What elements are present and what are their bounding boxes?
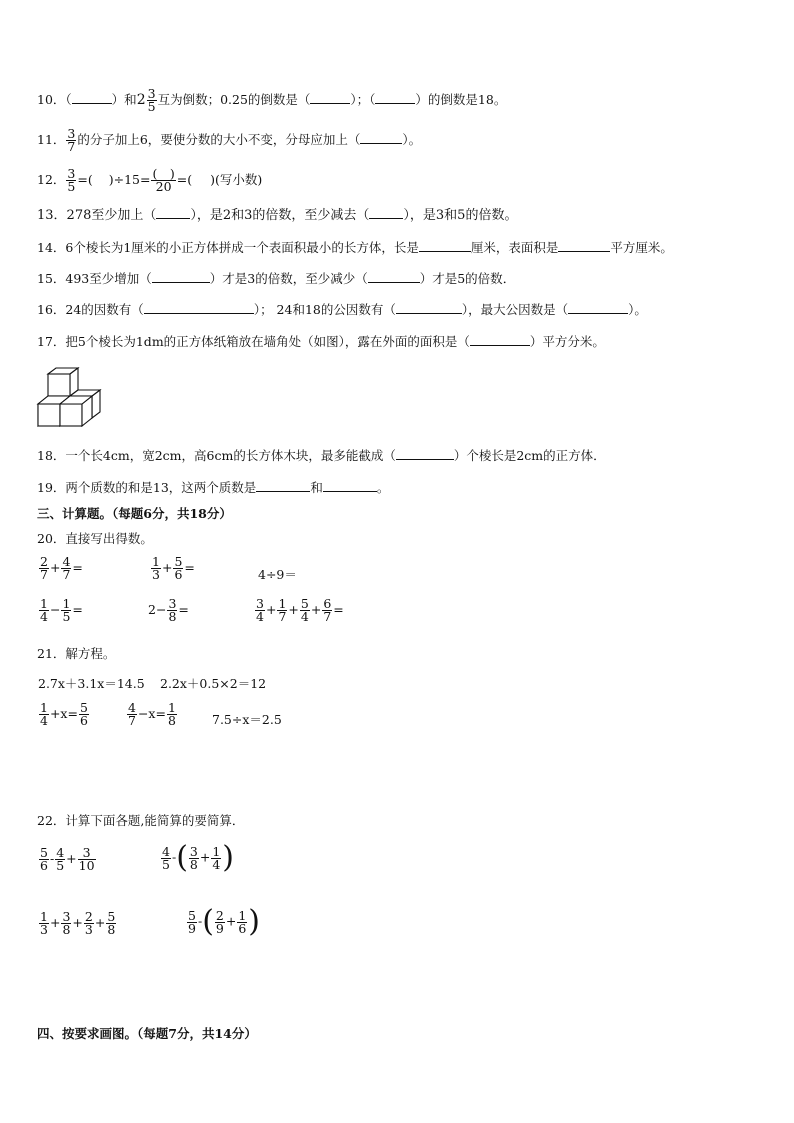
equation-3: $\frac{1}{4}$ +x= $\frac{5}{6}$ (40, 700, 88, 728)
question-18: 18．一个长4cm，宽2cm，高6cm的长方体木块，最多能截成（ ）个棱长是2cm的正方体． (37, 448, 606, 463)
question-11: 11． $\frac{3}{7}$ 的分子加上6，要使分数的大小不变，分母应加上（ ）。 (37, 126, 422, 154)
question-16: 16．24的因数有（ ）； 24和18的公因数有（ ），最大公因数是（ ）。 (37, 302, 647, 317)
fraction: $\frac{3}{7}$ (67, 126, 76, 154)
blank[interactable] (323, 491, 377, 492)
calc-20d: $\frac{1}{4}$ − $\frac{1}{5}$ = (40, 596, 83, 624)
section-4-heading: 四、按要求画图。（每题7分，共14分） (37, 1026, 257, 1041)
question-10: 10．（ ）和2 $\frac{3}{5}$ 互为倒数；0.25的倒数是（ ）；（ ）的倒数是18。 (37, 86, 507, 114)
fraction: $\frac{3}{5}$ (147, 86, 156, 114)
question-14: 14．6个棱长为1厘米的小正方体拼成一个表面积最小的长方体，长是 厘米，表面积是 平方厘米。 (37, 240, 673, 255)
blank[interactable] (396, 313, 462, 314)
equation-5: 7.5÷x＝2.5 (212, 712, 282, 727)
fraction: $\frac{( )}{20}$ (152, 166, 175, 194)
calc-22a: $\frac{5}{6}$ - $\frac{4}{5}$ + $\frac{3}{10}$ (40, 845, 95, 873)
question-15: 15．493至少增加（ ）才是3的倍数，至少减少（ ）才是5的倍数． (37, 271, 516, 286)
blank[interactable] (256, 491, 310, 492)
blank[interactable] (360, 143, 402, 144)
question-20-title: 20．直接写出得数。 (37, 531, 153, 546)
question-13: 13．278至少加上（ ），是2和3的倍数，至少减去（ ），是3和5的倍数。 (37, 208, 518, 223)
blank[interactable] (369, 218, 403, 219)
blank[interactable] (396, 459, 454, 460)
blank[interactable] (310, 103, 350, 104)
section-3-heading: 三、计算题。（每题6分，共18分） (37, 506, 232, 521)
fraction: $\frac{3}{5}$ (67, 166, 76, 194)
blank[interactable] (470, 345, 530, 346)
question-12: 12． $\frac{3}{5}$ =( )÷15= $\frac{( )}{20}$ =( )(写小数) (37, 166, 263, 194)
question-19: 19．两个质数的和是13，这两个质数是 和 。 (37, 480, 390, 495)
equation-4: $\frac{4}{7}$ −x= $\frac{1}{8}$ (128, 700, 176, 728)
cube-stack-figure (36, 366, 102, 428)
calc-20f: $\frac{3}{4}$ + $\frac{1}{7}$ + $\frac{5}{4}$ + $\frac{6}{7}$ = (256, 596, 344, 624)
calc-22b: $\frac{4}{5}$ -( $\frac{3}{8}$ + $\frac{1}{4}$ ) (162, 840, 235, 875)
question-21-title: 21．解方程。 (37, 646, 116, 661)
blank[interactable] (152, 282, 210, 283)
calc-22d: $\frac{5}{9}$ -( $\frac{2}{9}$ + $\frac{1}{6}$ ) (188, 904, 261, 939)
equation-2: 2.2x＋0.5×2＝12 (160, 676, 267, 691)
blank[interactable] (568, 313, 628, 314)
question-17: 17．把5个棱长为1dm的正方体纸箱放在墙角处（如图），露在外面的面积是（ ）平方分米。 (37, 334, 605, 349)
equation-1: 2.7x＋3.1x＝14.5 (38, 676, 145, 691)
calc-20e: 2− $\frac{3}{8}$ = (148, 596, 189, 624)
question-22-title: 22．计算下面各题,能简算的要简算． (37, 813, 245, 828)
blank[interactable] (156, 218, 190, 219)
blank[interactable] (558, 251, 610, 252)
blank[interactable] (375, 103, 415, 104)
blank[interactable] (419, 251, 471, 252)
calc-20a: $\frac{2}{7}$ + $\frac{4}{7}$ = (40, 554, 83, 582)
calc-22c: $\frac{1}{3}$ + $\frac{3}{8}$ + $\frac{2}{3}$ + $\frac{5}{8}$ (40, 909, 116, 937)
blank[interactable] (144, 313, 254, 314)
calc-20b: $\frac{1}{3}$ + $\frac{5}{6}$ = (152, 554, 195, 582)
calc-20c: 4÷9＝ (258, 567, 297, 582)
blank[interactable] (72, 103, 112, 104)
blank[interactable] (368, 282, 420, 283)
